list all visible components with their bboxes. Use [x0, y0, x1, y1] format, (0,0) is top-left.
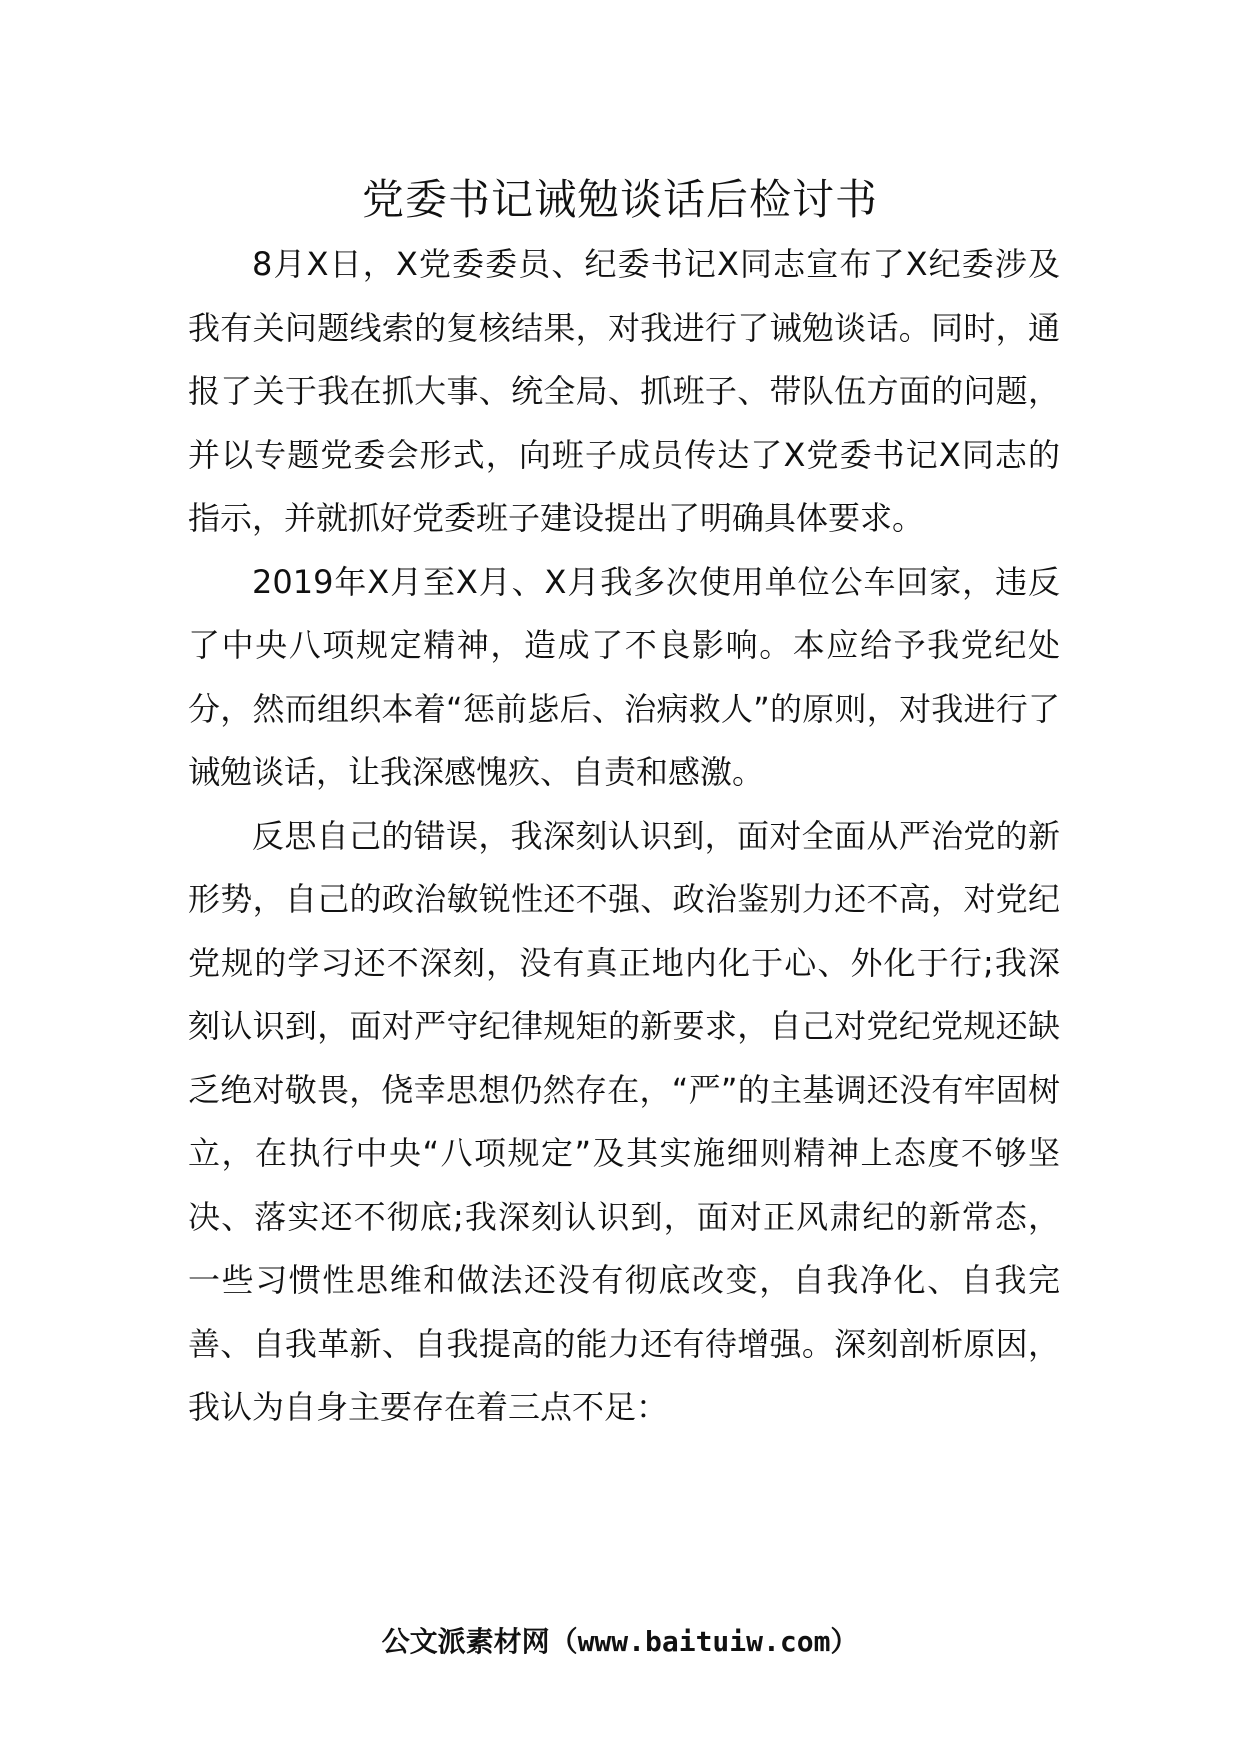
paragraph-2: 2019年X月至X月、X月我多次使用单位公车回家，违反了中央八项规定精神，造成了不良影响。本应给予我党纪处分，然而组织本着“惩前毖后、治病救人”的原则，对我进行了诫勉谈话，让我深感愧疚、自责和感激。 [188, 562, 1060, 791]
paragraph-3: 反思自己的错误，我深刻认识到，面对全面从严治党的新形势，自己的政治敏锐性还不强、政治鉴别力还不高，对党纪党规的学习还不深刻，没有真正地内化于心、外化于行;我深刻认识到，面对严守纪律规矩的新要求，自己对党纪党规还缺乏绝对敬畏，侥幸思想仍然存在，“严”的主基调还没有牢固树立，在执行中央“八项规定”及其实施细则精神上态度不够坚决、落实还不彻底;我深刻认识到，面对正风肃纪的新常态，一些习惯性思维和做法还没有彻底改变，自我净化、自我完善、自我革新、自我提高的能力还有待增强。深刻剖析原因，我认为自身主要存在着三点不足： [188, 816, 1060, 1426]
paragraph-1: 8月X日，X党委委员、纪委书记X同志宣布了X纪委涉及我有关问题线索的复核结果，对我进行了诫勉谈话。同时，通报了关于我在抓大事、统全局、抓班子、带队伍方面的问题，并以专题党委会形式，向班子成员传达了X党委书记X同志的指示，并就抓好党委班子建设提出了明确具体要求。 [188, 245, 1060, 537]
source-footer: 公文派素材网（www.baituiw.com） [381, 1625, 859, 1658]
document-title: 党委书记诫勉谈话后检讨书 [361, 175, 878, 224]
document-body [188, 233, 1060, 1440]
